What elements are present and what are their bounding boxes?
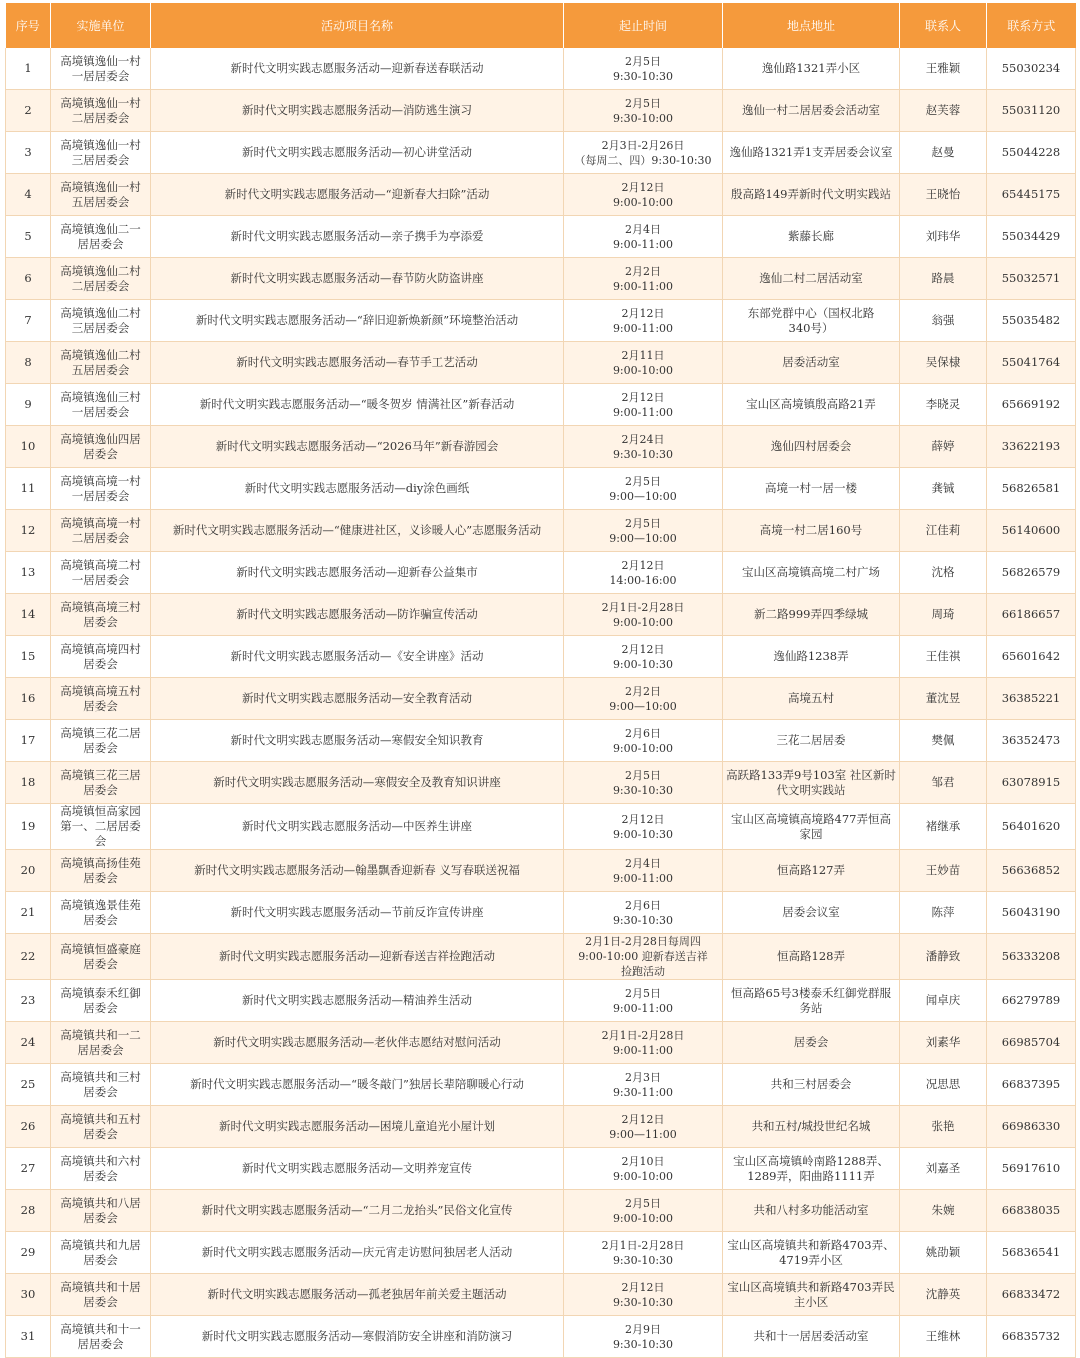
cell-location: 共和八村多功能活动室 [723, 1190, 900, 1232]
cell-location: 恒高路128弄 [723, 934, 900, 980]
cell-unit: 高境镇高境四村 居委会 [51, 636, 151, 678]
cell-activity: 新时代文明实践志愿服务活动—“暖冬贺岁 情满社区”新春活动 [151, 384, 564, 426]
cell-activity: 新时代文明实践志愿服务活动—《安全讲座》活动 [151, 636, 564, 678]
cell-activity: 新时代文明实践志愿服务活动—迎新春送吉祥捡跑活动 [151, 934, 564, 980]
table-row [6, 300, 1076, 342]
cell-contact: 朱婉 [900, 1190, 987, 1232]
cell-time: 2月12日 9:30-10:30 [564, 1274, 723, 1316]
cell-phone: 56140600 [987, 510, 1076, 552]
cell-location: 逸仙一村二居居委会活动室 [723, 90, 900, 132]
cell-activity: 新时代文明实践志愿服务活动—中医养生讲座 [151, 804, 564, 850]
cell-phone: 36385221 [987, 678, 1076, 720]
cell-contact: 李晓灵 [900, 384, 987, 426]
cell-contact: 王雅颖 [900, 48, 987, 90]
cell-index: 5 [6, 216, 51, 258]
cell-activity: 新时代文明实践志愿服务活动—迎新春送春联活动 [151, 48, 564, 90]
cell-time: 2月12日 9:00—11:00 [564, 1106, 723, 1148]
table-row [6, 342, 1076, 384]
cell-phone: 56636852 [987, 850, 1076, 892]
cell-contact: 褚继承 [900, 804, 987, 850]
table-row [6, 216, 1076, 258]
table-header-row [6, 3, 1076, 48]
cell-location: 三花二居居委 [723, 720, 900, 762]
cell-activity: 新时代文明实践志愿服务活动—防诈骗宣传活动 [151, 594, 564, 636]
header-time: 起止时间 [564, 3, 723, 48]
cell-activity: 新时代文明实践志愿服务活动—迎新春公益集市 [151, 552, 564, 594]
cell-time: 2月6日 9:00-10:00 [564, 720, 723, 762]
table-row [6, 132, 1076, 174]
table-row [6, 468, 1076, 510]
cell-activity: 新时代文明实践志愿服务活动—老伙伴志愿结对慰问活动 [151, 1022, 564, 1064]
cell-index: 18 [6, 762, 51, 804]
table-row [6, 90, 1076, 132]
table-row [6, 980, 1076, 1022]
cell-time: 2月2日 9:00—10:00 [564, 678, 723, 720]
cell-location: 新二路999弄四季绿城 [723, 594, 900, 636]
cell-phone: 56836541 [987, 1232, 1076, 1274]
cell-unit: 高境镇逸仙四居 居委会 [51, 426, 151, 468]
cell-phone: 55031120 [987, 90, 1076, 132]
header-contact: 联系人 [900, 3, 987, 48]
cell-location: 恒高路65号3楼泰禾红御党群服 务站 [723, 980, 900, 1022]
cell-unit: 高境镇高扬佳苑 居委会 [51, 850, 151, 892]
cell-index: 22 [6, 934, 51, 980]
table-row [6, 1148, 1076, 1190]
cell-activity: 新时代文明实践志愿服务活动—寒假消防安全讲座和消防演习 [151, 1316, 564, 1358]
cell-location: 共和三村居委会 [723, 1064, 900, 1106]
cell-location: 逸仙路1321弄小区 [723, 48, 900, 90]
table-row [6, 1232, 1076, 1274]
cell-unit: 高境镇共和八居 居委会 [51, 1190, 151, 1232]
cell-contact: 况思思 [900, 1064, 987, 1106]
cell-contact: 赵曼 [900, 132, 987, 174]
cell-activity: 新时代文明实践志愿服务活动—初心讲堂活动 [151, 132, 564, 174]
cell-contact: 刘素华 [900, 1022, 987, 1064]
cell-index: 8 [6, 342, 51, 384]
cell-time: 2月10日 9:00-10:00 [564, 1148, 723, 1190]
cell-unit: 高境镇高境二村 一居居委会 [51, 552, 151, 594]
cell-unit: 高境镇共和五村 居委会 [51, 1106, 151, 1148]
cell-index: 27 [6, 1148, 51, 1190]
cell-time: 2月4日 9:00-11:00 [564, 850, 723, 892]
cell-contact: 闻卓庆 [900, 980, 987, 1022]
cell-phone: 55032571 [987, 258, 1076, 300]
cell-phone: 56917610 [987, 1148, 1076, 1190]
cell-contact: 周琦 [900, 594, 987, 636]
cell-time: 2月12日 9:00-11:00 [564, 384, 723, 426]
cell-activity: 新时代文明实践志愿服务活动—寒假安全知识教育 [151, 720, 564, 762]
cell-phone: 56333208 [987, 934, 1076, 980]
cell-location: 宝山区高境镇共和新路4703弄民 主小区 [723, 1274, 900, 1316]
cell-unit: 高境镇逸仙一村 二居居委会 [51, 90, 151, 132]
cell-contact: 薛婷 [900, 426, 987, 468]
cell-location: 宝山区高境镇岭南路1288弄、 1289弄，阳曲路1111弄 [723, 1148, 900, 1190]
cell-location: 共和十一居居委活动室 [723, 1316, 900, 1358]
cell-unit: 高境镇三花二居 居委会 [51, 720, 151, 762]
cell-phone: 66279789 [987, 980, 1076, 1022]
cell-location: 高境一村二居160号 [723, 510, 900, 552]
cell-unit: 高境镇逸仙二村 二居居委会 [51, 258, 151, 300]
cell-contact: 刘嘉圣 [900, 1148, 987, 1190]
cell-time: 2月2日 9:00-11:00 [564, 258, 723, 300]
cell-contact: 樊佩 [900, 720, 987, 762]
table-row [6, 636, 1076, 678]
cell-contact: 王晓怡 [900, 174, 987, 216]
table-row [6, 1274, 1076, 1316]
cell-time: 2月12日 9:00-10:30 [564, 804, 723, 850]
cell-index: 2 [6, 90, 51, 132]
table-row [6, 762, 1076, 804]
cell-phone: 55044228 [987, 132, 1076, 174]
cell-activity: 新时代文明实践志愿服务活动—寒假安全及教育知识讲座 [151, 762, 564, 804]
header-index: 序号 [6, 3, 51, 48]
table-row [6, 426, 1076, 468]
cell-index: 20 [6, 850, 51, 892]
cell-phone: 56826579 [987, 552, 1076, 594]
cell-activity: 新时代文明实践志愿服务活动—消防逃生演习 [151, 90, 564, 132]
cell-location: 居委会 [723, 1022, 900, 1064]
cell-location: 殷高路149弄新时代文明实践站 [723, 174, 900, 216]
cell-time: 2月1日-2月28日 9:00-10:00 [564, 594, 723, 636]
cell-location: 宝山区高境镇高境二村广场 [723, 552, 900, 594]
cell-phone: 65601642 [987, 636, 1076, 678]
cell-index: 6 [6, 258, 51, 300]
cell-index: 23 [6, 980, 51, 1022]
cell-index: 25 [6, 1064, 51, 1106]
header-phone: 联系方式 [987, 3, 1076, 48]
cell-unit: 高境镇三花三居 居委会 [51, 762, 151, 804]
cell-time: 2月12日 14:00-16:00 [564, 552, 723, 594]
cell-phone: 33622193 [987, 426, 1076, 468]
cell-unit: 高境镇逸仙一村 一居居委会 [51, 48, 151, 90]
cell-phone: 55041764 [987, 342, 1076, 384]
cell-time: 2月5日 9:30-10:30 [564, 762, 723, 804]
cell-phone: 63078915 [987, 762, 1076, 804]
header-activity: 活动项目名称 [151, 3, 564, 48]
cell-phone: 66985704 [987, 1022, 1076, 1064]
cell-index: 17 [6, 720, 51, 762]
cell-unit: 高境镇逸景佳苑 居委会 [51, 892, 151, 934]
table-row [6, 892, 1076, 934]
cell-index: 24 [6, 1022, 51, 1064]
cell-location: 逸仙二村二居活动室 [723, 258, 900, 300]
table-row [6, 1106, 1076, 1148]
cell-unit: 高境镇高境一村 一居居委会 [51, 468, 151, 510]
cell-time: 2月3日 9:30-11:00 [564, 1064, 723, 1106]
cell-activity: 新时代文明实践志愿服务活动—diy涂色画纸 [151, 468, 564, 510]
cell-location: 共和五村/城投世纪名城 [723, 1106, 900, 1148]
cell-contact: 姚劭颖 [900, 1232, 987, 1274]
cell-index: 4 [6, 174, 51, 216]
cell-location: 恒高路127弄 [723, 850, 900, 892]
table-row [6, 1316, 1076, 1358]
cell-time: 2月1日-2月28日 9:30-10:30 [564, 1232, 723, 1274]
cell-location: 逸仙路1321弄1支弄居委会议室 [723, 132, 900, 174]
cell-location: 宝山区高境镇殷高路21弄 [723, 384, 900, 426]
table-row [6, 934, 1076, 980]
cell-unit: 高境镇共和一二 居居委会 [51, 1022, 151, 1064]
cell-phone: 65669192 [987, 384, 1076, 426]
cell-contact: 路晨 [900, 258, 987, 300]
cell-index: 31 [6, 1316, 51, 1358]
table-row [6, 48, 1076, 90]
cell-location: 紫藤长廊 [723, 216, 900, 258]
cell-unit: 高境镇共和九居 居委会 [51, 1232, 151, 1274]
cell-contact: 陈萍 [900, 892, 987, 934]
cell-activity: 新时代文明实践志愿服务活动—“健康进社区，义诊暖人心”志愿服务活动 [151, 510, 564, 552]
cell-index: 10 [6, 426, 51, 468]
cell-time: 2月4日 9:00-11:00 [564, 216, 723, 258]
cell-time: 2月9日 9:30-10:30 [564, 1316, 723, 1358]
cell-time: 2月12日 9:00-10:30 [564, 636, 723, 678]
cell-location: 宝山区高境镇高境路477弄恒高 家园 [723, 804, 900, 850]
cell-activity: 新时代文明实践志愿服务活动—困境儿童追光小屋计划 [151, 1106, 564, 1148]
cell-time: 2月5日 9:30-10:30 [564, 48, 723, 90]
cell-activity: 新时代文明实践志愿服务活动—“辞旧迎新焕新颜”环境整治活动 [151, 300, 564, 342]
cell-time: 2月5日 9:00—10:00 [564, 510, 723, 552]
cell-time: 2月5日 9:00-11:00 [564, 980, 723, 1022]
cell-activity: 新时代文明实践志愿服务活动—春节防火防盗讲座 [151, 258, 564, 300]
table-row [6, 850, 1076, 892]
table-row [6, 1190, 1076, 1232]
cell-unit: 高境镇恒高家园 第一、二居居委 会 [51, 804, 151, 850]
table-row [6, 678, 1076, 720]
header-location: 地点地址 [723, 3, 900, 48]
cell-phone: 66837395 [987, 1064, 1076, 1106]
cell-phone: 56043190 [987, 892, 1076, 934]
cell-unit: 高境镇逸仙二村 五居居委会 [51, 342, 151, 384]
cell-index: 1 [6, 48, 51, 90]
cell-phone: 36352473 [987, 720, 1076, 762]
cell-index: 11 [6, 468, 51, 510]
cell-index: 26 [6, 1106, 51, 1148]
cell-index: 12 [6, 510, 51, 552]
cell-location: 居委活动室 [723, 342, 900, 384]
cell-index: 16 [6, 678, 51, 720]
cell-phone: 66186657 [987, 594, 1076, 636]
cell-index: 21 [6, 892, 51, 934]
cell-phone: 55030234 [987, 48, 1076, 90]
cell-time: 2月1日-2月28日 9:00-11:00 [564, 1022, 723, 1064]
cell-phone: 66835732 [987, 1316, 1076, 1358]
cell-activity: 新时代文明实践志愿服务活动—文明养宠宣传 [151, 1148, 564, 1190]
cell-contact: 张艳 [900, 1106, 987, 1148]
cell-index: 14 [6, 594, 51, 636]
cell-phone: 56401620 [987, 804, 1076, 850]
table-row [6, 1022, 1076, 1064]
cell-unit: 高境镇高境一村 二居居委会 [51, 510, 151, 552]
cell-activity: 新时代文明实践志愿服务活动—春节手工艺活动 [151, 342, 564, 384]
cell-unit: 高境镇逸仙二村 三居居委会 [51, 300, 151, 342]
cell-index: 29 [6, 1232, 51, 1274]
cell-location: 高境一村一居一楼 [723, 468, 900, 510]
cell-unit: 高境镇恒盛豪庭 居委会 [51, 934, 151, 980]
cell-time: 2月12日 9:00-11:00 [564, 300, 723, 342]
table-row [6, 174, 1076, 216]
header-unit: 实施单位 [51, 3, 151, 48]
cell-phone: 56826581 [987, 468, 1076, 510]
table-row [6, 1064, 1076, 1106]
cell-contact: 刘玮华 [900, 216, 987, 258]
cell-location: 逸仙路1238弄 [723, 636, 900, 678]
cell-location: 高跃路133弄9号103室 社区新时 代文明实践站 [723, 762, 900, 804]
table-row [6, 804, 1076, 850]
cell-time: 2月12日 9:00-10:00 [564, 174, 723, 216]
cell-time: 2月5日 9:00-10:00 [564, 1190, 723, 1232]
table-row [6, 720, 1076, 762]
table-row [6, 594, 1076, 636]
cell-activity: 新时代文明实践志愿服务活动—精油养生活动 [151, 980, 564, 1022]
cell-activity: 新时代文明实践志愿服务活动—“2026马年”新春游园会 [151, 426, 564, 468]
cell-unit: 高境镇泰禾红御 居委会 [51, 980, 151, 1022]
cell-contact: 江佳莉 [900, 510, 987, 552]
cell-unit: 高境镇共和十一 居居委会 [51, 1316, 151, 1358]
cell-index: 15 [6, 636, 51, 678]
cell-location: 宝山区高境镇共和新路4703弄、 4719弄小区 [723, 1232, 900, 1274]
cell-activity: 新时代文明实践志愿服务活动—亲子携手为亭添爱 [151, 216, 564, 258]
cell-unit: 高境镇共和六村 居委会 [51, 1148, 151, 1190]
cell-location: 高境五村 [723, 678, 900, 720]
cell-phone: 66986330 [987, 1106, 1076, 1148]
cell-index: 7 [6, 300, 51, 342]
cell-contact: 龚铖 [900, 468, 987, 510]
cell-activity: 新时代文明实践志愿服务活动—翰墨飘香迎新春 义写春联送祝福 [151, 850, 564, 892]
cell-contact: 沈格 [900, 552, 987, 594]
cell-unit: 高境镇高境五村 居委会 [51, 678, 151, 720]
cell-unit: 高境镇逸仙一村 三居居委会 [51, 132, 151, 174]
cell-contact: 赵芙蓉 [900, 90, 987, 132]
cell-index: 13 [6, 552, 51, 594]
cell-index: 30 [6, 1274, 51, 1316]
cell-location: 逸仙四村居委会 [723, 426, 900, 468]
cell-unit: 高境镇共和三村 居委会 [51, 1064, 151, 1106]
cell-contact: 王妙苗 [900, 850, 987, 892]
cell-unit: 高境镇逸仙二一 居居委会 [51, 216, 151, 258]
cell-time: 2月24日 9:30-10:30 [564, 426, 723, 468]
cell-phone: 55035482 [987, 300, 1076, 342]
table-row [6, 384, 1076, 426]
table-body [6, 48, 1076, 1358]
cell-contact: 王维林 [900, 1316, 987, 1358]
cell-activity: 新时代文明实践志愿服务活动—“迎新春大扫除”活动 [151, 174, 564, 216]
cell-unit: 高境镇逸仙三村 一居居委会 [51, 384, 151, 426]
cell-contact: 邹君 [900, 762, 987, 804]
cell-time: 2月5日 9:00—10:00 [564, 468, 723, 510]
cell-phone: 66833472 [987, 1274, 1076, 1316]
cell-index: 9 [6, 384, 51, 426]
cell-time: 2月5日 9:30-10:00 [564, 90, 723, 132]
cell-contact: 董沈昱 [900, 678, 987, 720]
cell-location: 东部党群中心（国权北路 340号） [723, 300, 900, 342]
cell-location: 居委会议室 [723, 892, 900, 934]
cell-activity: 新时代文明实践志愿服务活动—安全教育活动 [151, 678, 564, 720]
cell-phone: 66838035 [987, 1190, 1076, 1232]
cell-unit: 高境镇逸仙一村 五居居委会 [51, 174, 151, 216]
table-row [6, 258, 1076, 300]
cell-phone: 55034429 [987, 216, 1076, 258]
cell-activity: 新时代文明实践志愿服务活动—“二月二龙抬头”民俗文化宣传 [151, 1190, 564, 1232]
cell-unit: 高境镇共和十居 居委会 [51, 1274, 151, 1316]
cell-contact: 翁强 [900, 300, 987, 342]
cell-contact: 吴保棣 [900, 342, 987, 384]
cell-index: 3 [6, 132, 51, 174]
cell-time: 2月1日-2月28日每周四 9:00-10:00 迎新春送吉祥 捡跑活动 [564, 934, 723, 980]
cell-time: 2月11日 9:00-10:00 [564, 342, 723, 384]
cell-activity: 新时代文明实践志愿服务活动—孤老独居年前关爱主题活动 [151, 1274, 564, 1316]
cell-activity: 新时代文明实践志愿服务活动—“暖冬敲门”独居长辈陪聊暖心行动 [151, 1064, 564, 1106]
cell-index: 28 [6, 1190, 51, 1232]
cell-contact: 王佳祺 [900, 636, 987, 678]
cell-time: 2月6日 9:30-10:30 [564, 892, 723, 934]
cell-activity: 新时代文明实践志愿服务活动—庆元宵走访慰问独居老人活动 [151, 1232, 564, 1274]
cell-contact: 潘静致 [900, 934, 987, 980]
cell-time: 2月3日-2月26日 （每周二、四）9:30-10:30 [564, 132, 723, 174]
table-row [6, 552, 1076, 594]
cell-index: 19 [6, 804, 51, 850]
cell-contact: 沈静英 [900, 1274, 987, 1316]
cell-activity: 新时代文明实践志愿服务活动—节前反诈宣传讲座 [151, 892, 564, 934]
activity-table [5, 3, 1076, 1358]
cell-phone: 65445175 [987, 174, 1076, 216]
table-row [6, 510, 1076, 552]
cell-unit: 高境镇高境三村 居委会 [51, 594, 151, 636]
